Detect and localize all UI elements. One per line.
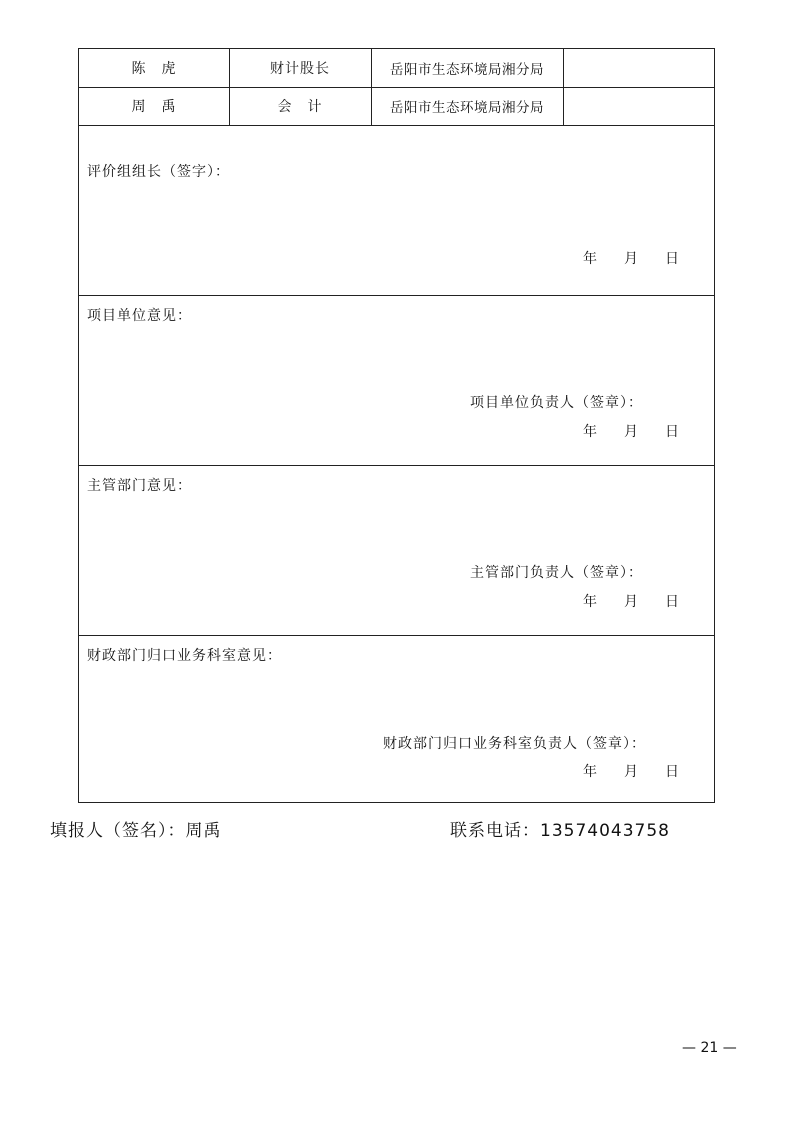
page-number: — 21 —	[682, 1040, 737, 1056]
contact-phone: 联系电话：13574043758	[450, 821, 670, 841]
date-day: 日	[665, 251, 679, 267]
member-position-cell: 会 计	[277, 99, 323, 115]
competent-dept-opinion-label: 主管部门意见：	[87, 478, 192, 494]
row-divider	[79, 295, 714, 296]
row-divider	[79, 465, 714, 466]
project-unit-signature-label: 项目单位负责人（签章）：	[470, 395, 643, 411]
member-name-cell: 陈 虎	[131, 61, 177, 77]
project-unit-opinion-label: 项目单位意见：	[87, 308, 192, 324]
leader-date	[583, 248, 679, 268]
competent-dept-date	[583, 591, 679, 611]
date-year: 年	[583, 764, 597, 780]
member-extra-cell	[563, 49, 715, 87]
date-year: 年	[583, 594, 597, 610]
member-unit-cell: 岳阳市生态环境局湘分局	[390, 100, 544, 116]
finance-date	[583, 761, 679, 781]
date-year: 年	[583, 424, 597, 440]
date-day: 日	[665, 594, 679, 610]
date-month: 月	[624, 424, 638, 440]
date-year: 年	[583, 251, 597, 267]
date-month: 月	[624, 764, 638, 780]
leader-signature-label: 评价组组长（签字）：	[87, 164, 230, 180]
member-name-cell: 周 禹	[131, 99, 177, 115]
date-day: 日	[665, 764, 679, 780]
filler-signature: 填报人（签名）：周禹	[50, 821, 222, 841]
finance-opinion-label: 财政部门归口业务科室意见：	[87, 648, 282, 664]
finance-signature-label: 财政部门归口业务科室负责人（签章）：	[383, 736, 646, 752]
member-extra-cell	[563, 87, 715, 125]
competent-dept-signature-label: 主管部门负责人（签章）：	[470, 565, 643, 581]
member-unit-cell: 岳阳市生态环境局湘分局	[390, 62, 544, 78]
project-unit-date	[583, 421, 679, 441]
date-day: 日	[665, 424, 679, 440]
date-month: 月	[624, 251, 638, 267]
evaluation-table	[78, 48, 715, 803]
date-month: 月	[624, 594, 638, 610]
row-divider	[79, 125, 714, 126]
row-divider	[79, 635, 714, 636]
member-position-cell: 财计股长	[270, 61, 330, 77]
